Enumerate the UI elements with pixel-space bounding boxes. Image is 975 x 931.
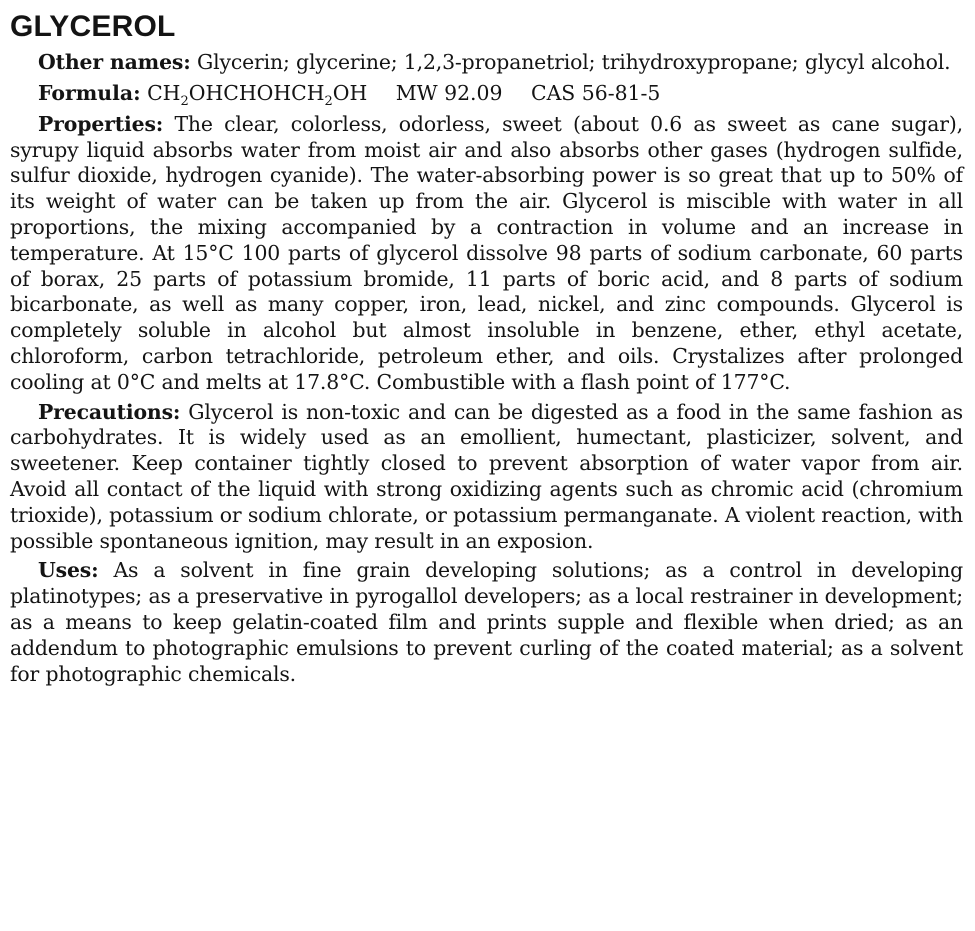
precautions-text: Glycerol is non-toxic and can be digested as a food in the same fashion as carbohydrates. It is widely used as an emollient, humectant, plasticizer, solvent, and sweetener. Keep container tightly closed to prevent absorption of water vapor from air. Avoid all contact of the liquid with strong oxidizing agents such as chromic acid (chromium trioxide), potassium or sodium chlorate, or potassium permanganate. A violent reaction, with possible spontaneous ignition, may result in an exposion. xyxy=(10,399,963,553)
cas-number: CAS 56-81-5 xyxy=(530,80,661,105)
uses-paragraph xyxy=(10,558,963,687)
formula-part: OH xyxy=(332,80,368,105)
formula-paragraph xyxy=(10,80,963,109)
precautions-label: Precautions: xyxy=(38,399,181,424)
chemical-formula xyxy=(147,80,368,109)
properties-label: Properties: xyxy=(38,111,164,136)
other-names-text: Glycerin; glycerine; 1,2,3-propanetriol; trihydroxypropane; glycyl alcohol. xyxy=(196,50,951,74)
uses-label: Uses: xyxy=(38,558,99,583)
properties-text: The clear, colorless, odorless, sweet (about 0.6 as sweet as cane sugar), syrupy liquid absorbs water from moist air and also absorbs other gases (hydrogen sulfide, sulfur dioxide, hydrogen cyanide). The water-absorbing power is so great that up to 50% of its weight of water can be taken up from the air. Glycerol is miscible with water in all proportions, the mixing accompanied by a contraction in volume and an increase in temperature. At 15°C 100 parts of glycerol dissolve 98 parts of sodium carbonate, 60 parts of borax, 25 parts of potassium bromide, 11 parts of boric acid, and 8 parts of sodium bicarbonate, as well as many copper, iron, lead, nickel, and zinc compounds. Glycerol is completely soluble in alcohol but almost insoluble in benzene, ether, ethyl acetate, chloroform, carbon tetrachloride, petroleum ether, and oils. Crystalizes after prolonged cooling at 0°C and melts at 17.8°C. Combustible with a flash point of 177°C. xyxy=(10,111,963,394)
properties-paragraph xyxy=(10,112,963,396)
uses-text: As a solvent in fine grain developing solutions; as a control in developing platinotypes; as a preservative in pyrogallol developers; as a local restrainer in development; as a means to keep gelatin-coated film and prints supple and flexible when dried; as an addendum to photographic emulsions to prevent curling of the coated material; as a solvent for photographic chemicals. xyxy=(10,558,963,686)
formula-part: OHCHOHCH xyxy=(188,80,325,105)
other-names-label: Other names: xyxy=(38,50,191,74)
molecular-weight: MW 92.09 xyxy=(395,80,503,105)
other-names-paragraph xyxy=(10,50,963,76)
formula-subscript: 2 xyxy=(324,93,333,109)
formula-subscript: 2 xyxy=(180,93,189,109)
formula-part: CH xyxy=(147,80,181,105)
precautions-paragraph xyxy=(10,400,963,555)
formula-label: Formula: xyxy=(38,80,141,105)
page-title: GLYCEROL xyxy=(10,10,176,43)
